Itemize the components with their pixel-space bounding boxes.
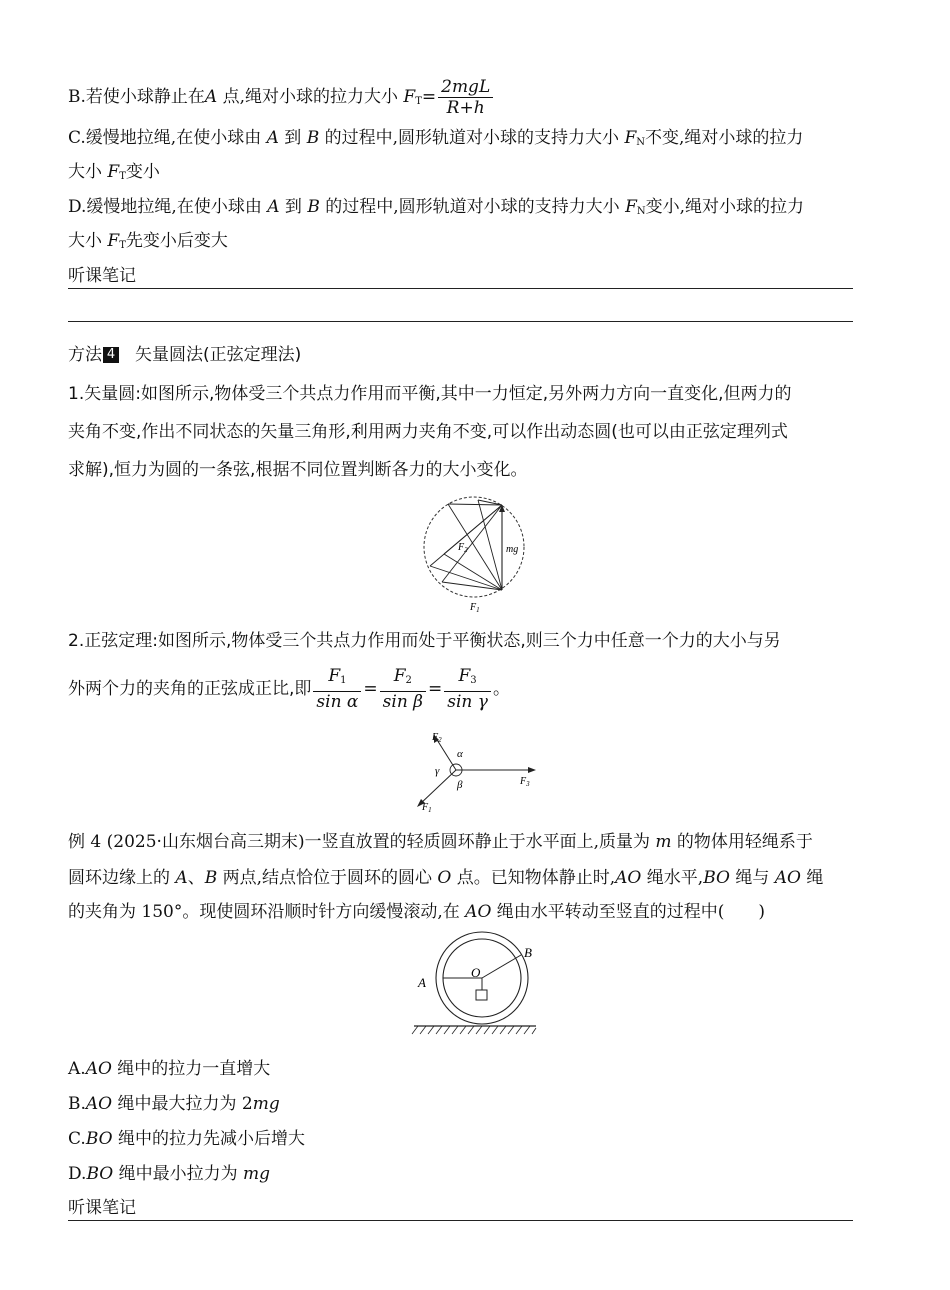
method-number-badge: 4 bbox=[103, 347, 119, 363]
option-c-top-line2: 大小 $F_T$变小 bbox=[68, 162, 160, 182]
svg-text:O: O bbox=[471, 965, 481, 980]
para1-line2: 夹角不变,作出不同状态的矢量三角形,利用两力夹角不变,可以作出动态圆(也可以由正弦定理列式 bbox=[68, 422, 788, 442]
example-line2: 圆环边缘上的 A、B 两点,结点恰位于圆环的圆心 O 点。已知物体静止时,AO 绳水平,BO 绳与 AO 绳 bbox=[68, 868, 824, 888]
fraction: $\frac{\text{2mgL}}{R+h}$ bbox=[438, 77, 493, 118]
para1-line3: 求解),恒力为圆的一条弦,根据不同位置判断各力的大小变化。 bbox=[68, 460, 528, 480]
option-b-top: B.若使小球静止在A 点,绳对小球的拉力大小 $F_T=$ $\frac{\text{2mgL}}{R+h}$ bbox=[68, 77, 495, 118]
svg-text:F2: $F_2$ bbox=[432, 732, 442, 744]
para2-line1: 2.正弦定理:如图所示,物体受三个共点力作用而处于平衡状态,则三个力中任意一个力的大小与另 bbox=[68, 631, 781, 651]
method-heading: 方法 4 矢量圆法(正弦定理法) bbox=[68, 345, 302, 365]
svg-text:A: A bbox=[418, 975, 426, 990]
three-forces-figure bbox=[410, 726, 550, 818]
mass-block bbox=[476, 990, 487, 1000]
para1-line1: 1.矢量圆:如图所示,物体受三个共点力作用而平衡,其中一力恒定,另外两力方向一直变化,但两力的 bbox=[68, 384, 792, 404]
option-d-top-line2: 大小 $F_T$先变小后变大 bbox=[68, 231, 228, 251]
rope-bo bbox=[482, 955, 521, 978]
svg-text:α: α bbox=[457, 748, 463, 760]
option-c-top-line1: C.缓慢地拉绳,在使小球由 A 到 B 的过程中,圆形轨道对小球的支持力大小 $F_N$不变,绳对小球的拉力 bbox=[68, 128, 804, 148]
svg-text:β: β bbox=[457, 779, 463, 791]
svg-text:F3: $F_3$ bbox=[520, 776, 530, 788]
svg-text:mg: mg bbox=[506, 544, 519, 555]
divider bbox=[68, 321, 853, 322]
svg-text:F1: $F_1$ bbox=[422, 802, 432, 814]
ground-hatching bbox=[412, 1026, 536, 1034]
divider bbox=[68, 1220, 853, 1221]
divider bbox=[68, 288, 853, 289]
notes-label: 听课笔记 bbox=[68, 266, 136, 286]
sine-fraction-1: $\frac{F_1}{\text{sin α}}$ bbox=[313, 666, 361, 712]
arrow-head bbox=[499, 505, 505, 512]
option-d-top-line1: D.缓慢地拉绳,在使小球由 A 到 B 的过程中,圆形轨道对小球的支持力大小 $F_N$变小,绳对小球的拉力 bbox=[68, 197, 805, 217]
sine-fraction-2: $\frac{F_2}{\text{sin β}}$ bbox=[380, 666, 426, 712]
force-triangles bbox=[430, 500, 502, 590]
para2-line2: 外两个力的夹角的正弦成正比,即 $\frac{F_1}{\text{sin α}}$ = $\frac{F_2}{\text{sin β}}$ = $\frac{F_3}{\text{sin γ}}$ 。 bbox=[68, 666, 510, 712]
svg-text:B: B bbox=[524, 945, 532, 960]
example-line3: 的夹角为 150°。现使圆环沿顺时针方向缓慢滚动,在 AO 绳由水平转动至竖直的过程中( ) bbox=[68, 902, 766, 922]
answer-c: C.BO 绳中的拉力先减小后增大 bbox=[68, 1129, 305, 1149]
svg-text:F2: $F_2$ bbox=[458, 542, 468, 554]
svg-text:γ: γ bbox=[435, 765, 440, 777]
notes-label: 听课笔记 bbox=[68, 1198, 136, 1218]
answer-a: A.AO 绳中的拉力一直增大 bbox=[68, 1059, 271, 1079]
example-line1: 例 4 (2025·山东烟台高三期末)一竖直放置的轻质圆环静止于水平面上,质量为 m 的物体用轻绳系于 bbox=[68, 832, 813, 852]
vector-circle-figure bbox=[418, 494, 530, 616]
ring-figure bbox=[410, 930, 542, 1042]
svg-text:F1: $F_1$ bbox=[470, 602, 480, 614]
answer-d: D.BO 绳中最小拉力为 mg bbox=[68, 1164, 271, 1184]
sine-fraction-3: $\frac{F_3}{\text{sin γ}}$ bbox=[444, 666, 491, 712]
answer-b: B.AO 绳中最大拉力为 2mg bbox=[68, 1094, 280, 1114]
